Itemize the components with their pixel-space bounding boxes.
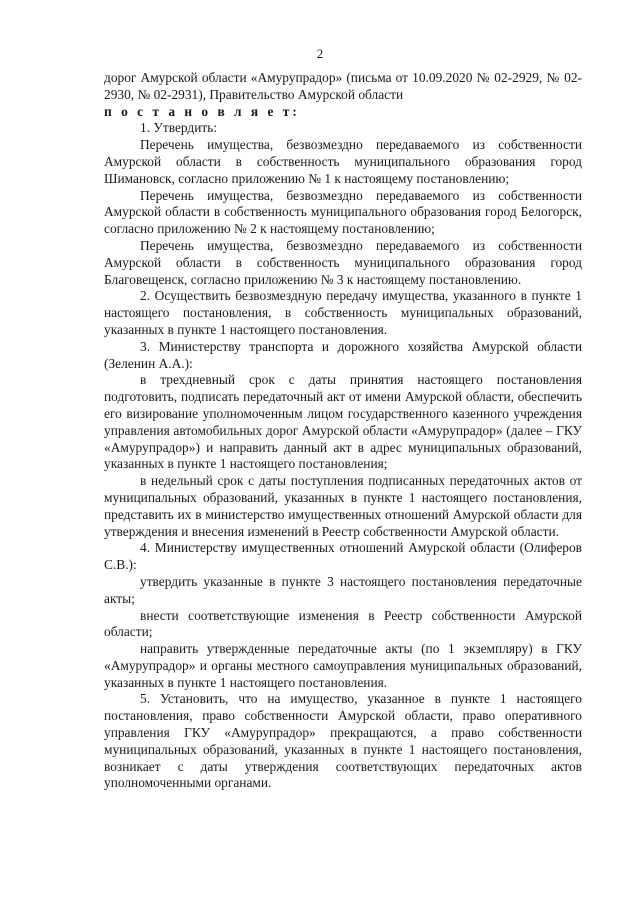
paragraph: в трехдневный срок с даты принятия настоящего постановления подготовить, подписать передаточный акт от имени Амурской области, обеспечить его визирование уполномоченным лицом государственного казенного учреждения управления автомобильных дорог Амурской области «Амурупрадор» (далее – ГКУ «Амурупрадор») и направить данный акт в адрес муниципальных образований, указанных в пункте 1 настоящего постановления; xyxy=(104,372,582,472)
paragraph: Перечень имущества, безвозмездно передаваемого из собственности Амурской области в собственность муниципального образования город Благовещенск, согласно приложению № 3 к настоящему постановлению. xyxy=(104,237,582,287)
paragraph: Перечень имущества, безвозмездно передаваемого из собственности Амурской области в собственность муниципального образования город Шимановск, согласно приложению № 1 к настоящему постановлению; xyxy=(104,137,582,186)
document-body xyxy=(104,70,582,792)
paragraph: Перечень имущества, безвозмездно передаваемого из собственности Амурской области в собственность муниципального образования город Белогорск, согласно приложению № 2 к настоящему постановлению; xyxy=(104,187,582,237)
paragraph: 3. Министерству транспорта и дорожного хозяйства Амурской области (Зеленин А.А.): xyxy=(104,338,582,371)
paragraph: в недельный срок с даты поступления подписанных передаточных актов от муниципальных образований, указанных в пункте 1 настоящего постановления, представить их в министерство имущественных отношений Амурской области для утверждения и внесения изменений в Реестр собственности Амурской области. xyxy=(104,473,582,539)
paragraph: 1. Утвердить: xyxy=(140,120,218,136)
resolution-heading: п о с т а н о в л я е т: xyxy=(104,103,300,119)
paragraph: утвердить указанные в пункте 3 настоящего постановления передаточные акты; xyxy=(104,573,582,606)
paragraph: внести соответствующие изменения в Реестр собственности Амурской области; xyxy=(104,607,582,640)
page-number: 2 xyxy=(316,46,324,61)
paragraph: 2. Осуществить безвозмездную передачу имущества, указанного в пункте 1 настоящего постановления, в собственность муниципальных образований, указанных в пункте 1 настоящего постановления. xyxy=(104,288,582,337)
paragraph: дорог Амурской области «Амурупрадор» (письма от 10.09.2020 № 02-2929, № 02-2930, № 02-2931), Правительство Амурской области xyxy=(104,70,582,102)
paragraph: направить утвержденные передаточные акты (по 1 экземпляру) в ГКУ «Амурупрадор» и органы местного самоуправления муниципальных образований, указанных в пункте 1 настоящего постановления. xyxy=(104,641,582,690)
paragraph: 5. Установить, что на имущество, указанное в пункте 1 настоящего постановления, право собственности Амурской области, право оперативного управления ГКУ «Амурупрадор» прекращаются, а право собственности муниципальных образований, указанных в пункте 1 настоящего постановления, возникает с даты утверждения соответствующих передаточных актов уполномоченными органами. xyxy=(104,691,582,791)
paragraph: 4. Министерству имущественных отношений Амурской области (Олиферов С.В.): xyxy=(104,540,582,573)
